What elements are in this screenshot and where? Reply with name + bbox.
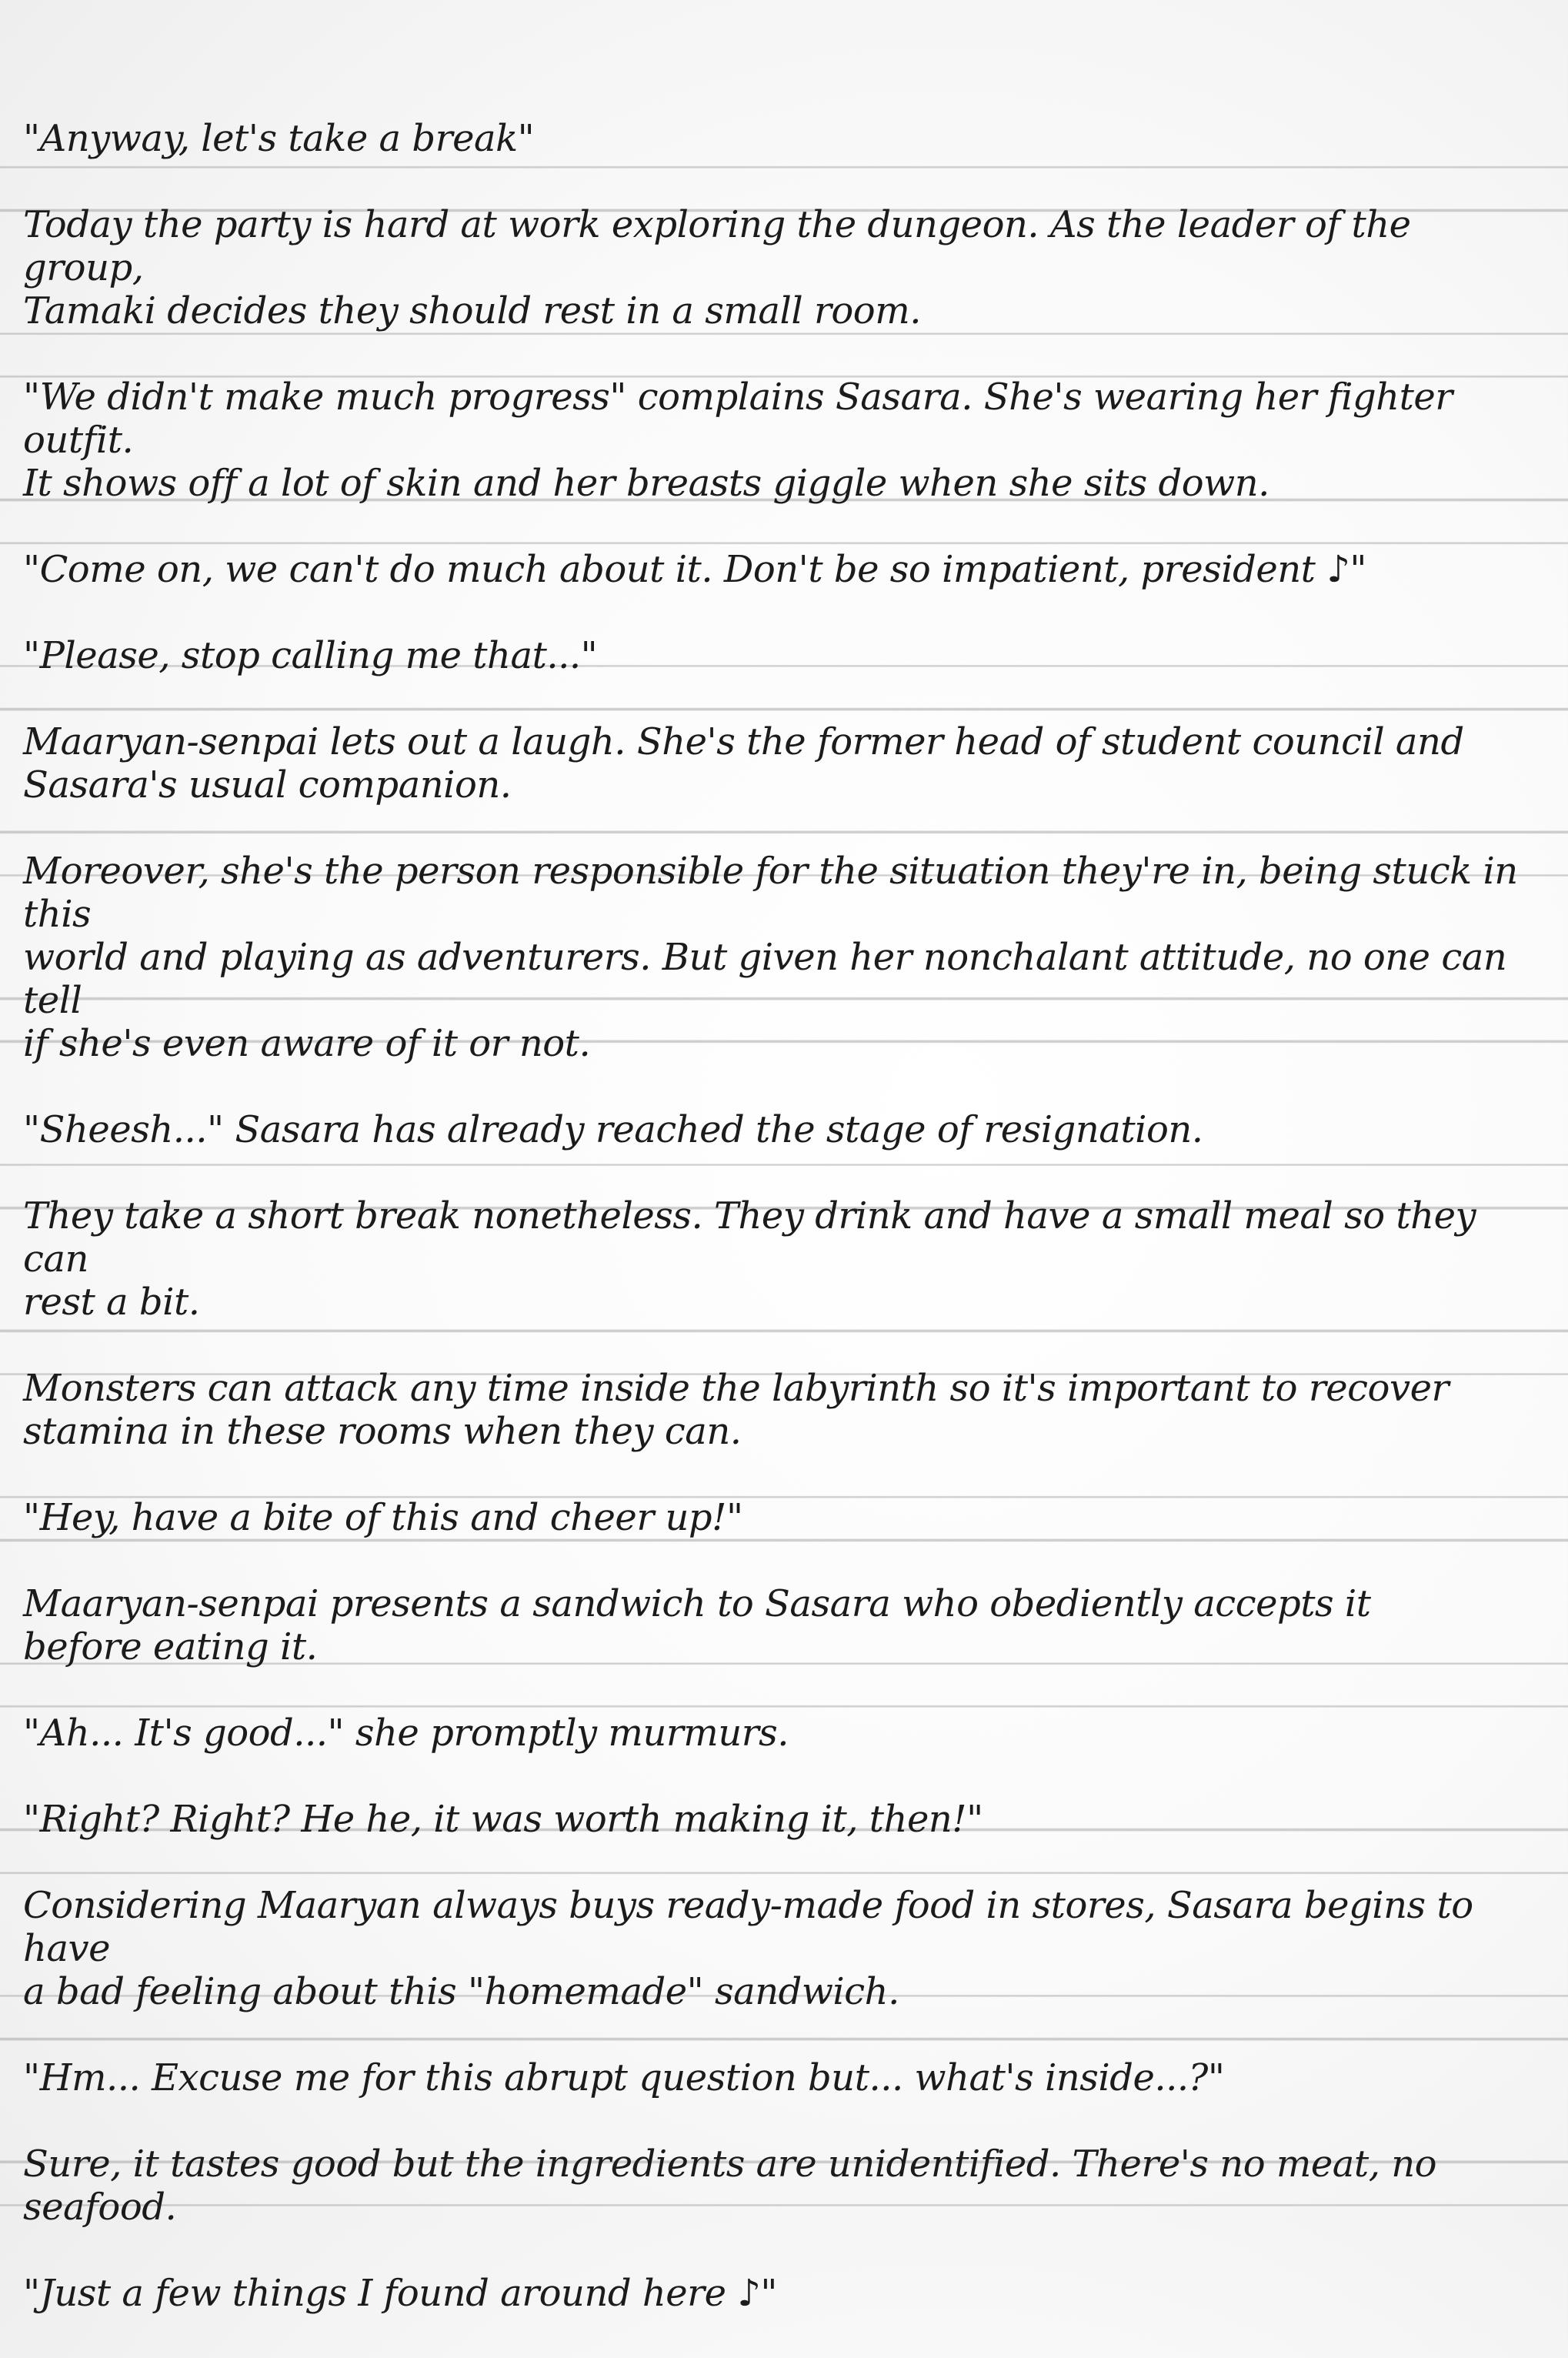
paragraph: "Sheesh..." Sasara has already reached the stage of resignation. (23, 1108, 1203, 1151)
paragraph: "Hm... Excuse me for this abrupt question but... what's inside...?" (23, 2056, 1225, 2099)
paragraph: "Please, stop calling me that..." (23, 634, 598, 677)
paragraph: Considering Maaryan always buys ready-made food in stores, Sasara begins to have a bad feeling about this "homemade" sandwich. (23, 1884, 1473, 2013)
paragraph: They take a short break nonetheless. They drink and have a small meal so they can rest a bit. (23, 1194, 1476, 1324)
paragraph: Sure, it tastes good but the ingredients are unidentified. There's no meat, no seafood. (23, 2143, 1448, 2229)
paragraph: Maaryan-senpai presents a sandwich to Sasara who obediently accepts it before eating it. (23, 1582, 1371, 1668)
story-text-block (23, 117, 1531, 2358)
paragraph: "Hey, have a bite of this and cheer up!" (23, 1496, 743, 1539)
paragraph: Moreover, she's the person responsible for the situation they're in, being stuck in this world and playing as adventurers. But given her nonchalant attitude, no one can tell if she's even aware of it or not. (23, 850, 1518, 1065)
paragraph: Monsters can attack any time inside the labyrinth so it's important to recover stamina in these rooms when they can. (23, 1367, 1449, 1453)
paragraph: Maaryan-senpai lets out a laugh. She's the former head of student council and Sasara's usual companion. (23, 720, 1464, 807)
paragraph: "Anyway, let's take a break" (23, 117, 535, 160)
paragraph: "Right? Right? He he, it was worth making it, then!" (23, 1798, 983, 1841)
paragraph: "We didn't make much progress" complains Sasara. She's wearing her fighter outfit. It shows off a lot of skin and her breasts giggle when she sits down. (23, 376, 1453, 505)
paragraph: "Ah... It's good..." she promptly murmurs. (23, 1712, 789, 1755)
paragraph: Today the party is hard at work exploring the dungeon. As the leader of the group, Tamaki decides they should rest in a small room. (23, 203, 1411, 332)
paragraph: "Come on, we can't do much about it. Don't be so impatient, president ♪" (23, 548, 1366, 591)
paragraph: "Just a few things I found around here ♪" (23, 2272, 777, 2315)
